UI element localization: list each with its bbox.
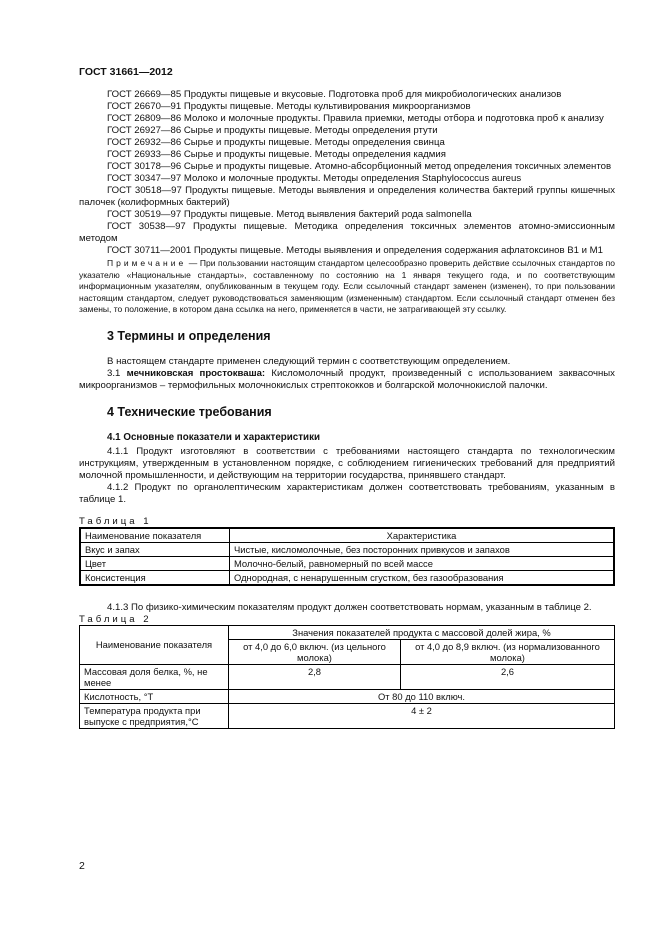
table-header-row: [80, 528, 614, 543]
note-paragraph: [79, 258, 615, 316]
table-cell: Кислотность, °Т: [80, 689, 229, 703]
table-cell: Температура продукта при выпуске с предприятия,°С: [80, 703, 229, 728]
definition-paragraph: [79, 368, 615, 392]
section-3-title: 3 Термины и определения: [107, 328, 271, 343]
table-cell: Массовая доля белка, %, не менее: [80, 664, 229, 689]
paragraph-4-1-3: 4.1.3 По физико-химическим показателям продукт должен соответствовать нормам, указанным в таблице 2.: [107, 601, 592, 613]
table-header-cell: Наименование показателя: [80, 528, 230, 543]
ref-item: ГОСТ 26809—86 Молоко и молочные продукты. Правила приемки, методы отбора и подготовка проб к анализу: [107, 113, 604, 124]
ref-item: ГОСТ 26927—86 Сырье и продукты пищевые. Методы определения ртути: [107, 125, 438, 136]
ref-item: ГОСТ 30519—97 Продукты пищевые. Метод выявления бактерий рода salmonella: [107, 209, 472, 220]
definition-text: Кисломолочный продукт, произведенный с использованием заквасочных микроорганизмов – термофильных молочнокислых стрептококков и болгарской молочнокислой палочки.: [79, 367, 615, 391]
table-cell: Молочно-белый, равномерный по всей массе: [230, 556, 615, 570]
table-1-caption: Таблица 1: [79, 515, 152, 527]
table-header-cell: Характеристика: [230, 528, 615, 543]
note-label: Примечание: [107, 258, 187, 268]
table-cell: 4 ± 2: [229, 703, 615, 728]
table-1: [79, 527, 615, 586]
ref-item: ГОСТ 26932—86 Сырье и продукты пищевые. Методы определения свинца: [107, 137, 445, 148]
definition-term: мечниковская простокваша:: [126, 367, 266, 379]
table-cell: Вкус и запах: [80, 542, 230, 556]
ref-item: ГОСТ 30538—97 Продукты пищевые. Методика определения токсичных элементов атомно-эмиссионным методом: [79, 221, 615, 244]
table-row: [80, 689, 615, 703]
table-cell: Однородная, с ненарушенным сгустком, без газообразования: [230, 570, 615, 585]
paragraph-4-1-2: 4.1.2 Продукт по органолептическим характеристикам должен соответствовать требованиям, указанным в таблице 1.: [79, 481, 615, 505]
table-cell: Чистые, кисломолочные, без посторонних привкусов и запахов: [230, 542, 615, 556]
table-cell: Цвет: [80, 556, 230, 570]
document-content: [79, 89, 615, 729]
table-cell: От 80 до 110 включ.: [229, 689, 615, 703]
table-2: [79, 625, 615, 729]
table-cell: 2,8: [229, 664, 401, 689]
ref-item: ГОСТ 26669—85 Продукты пищевые и вкусовые. Подготовка проб для микробиологических анализов: [107, 89, 562, 100]
section-3-intro: В настоящем стандарте применен следующий термин с соответствующим определением.: [107, 355, 511, 367]
definition-number: 3.1: [107, 367, 121, 379]
ref-item: ГОСТ 30711—2001 Продукты пищевые. Методы выявления и определения содержания афлатоксинов B1 и M1: [107, 245, 603, 256]
note-text: — При пользовании настоящим стандартом целесообразно проверить действие ссылочных стандартов по указателю «Национальные стандарты», составленному по состоянию на 1 января текущего года, и по соответствующим информационным указателям, опубликованным в текущем году. Если ссылочный стандарт заменен (изменен), то при пользовании настоящим стандартом, следует руководствоваться заменяющим (измененным) стандартом. Если ссылочный стандарт отменен без замены, то положение, в котором дана ссылка на него, применяется в части, не затрагивающей эту ссылку.: [79, 258, 615, 315]
table-row: [80, 703, 615, 728]
table-header-cell: от 4,0 до 8,9 включ. (из нормализованного молока): [400, 639, 614, 664]
table-header-cell: от 4,0 до 6,0 включ. (из цельного молока): [229, 639, 401, 664]
table-2-caption: Таблица 2: [79, 613, 152, 625]
table-row: [80, 664, 615, 689]
section-4-title: 4 Технические требования: [107, 404, 272, 419]
ref-item: ГОСТ 30518—97 Продукты пищевые. Методы выявления и определения количества бактерий группы кишечных палочек (колиформных бактерий): [79, 185, 615, 208]
ref-item: ГОСТ 30347—97 Молоко и молочные продукты. Методы определения Staphylococcus aureus: [107, 173, 522, 184]
table-row: [80, 570, 614, 585]
table-cell: Консистенция: [80, 570, 230, 585]
table-cell: 2,6: [400, 664, 614, 689]
page-number: 2: [79, 860, 85, 872]
table-header-cell: Значения показателей продукта с массовой долей жира, %: [229, 625, 615, 639]
ref-item: ГОСТ 26670—91 Продукты пищевые. Методы культивирования микроорганизмов: [107, 101, 471, 112]
table-header-cell: Наименование показателя: [80, 625, 229, 664]
subsection-4-1-title: 4.1 Основные показатели и характеристики: [107, 431, 320, 443]
ref-item: ГОСТ 30178—96 Сырье и продукты пищевые. Атомно-абсорбционный метод определения токсичных элементов: [107, 161, 612, 172]
document-header: ГОСТ 31661—2012: [79, 66, 173, 78]
paragraph-4-1-1: 4.1.1 Продукт изготовляют в соответствии с требованиями настоящего стандарта по технологическим инструкциям, утвержденным в установленном порядке, с соблюдением гигиенических требований для предприятий молочной промышленности, и действующим на территории государства, принявшего стандарт.: [79, 445, 615, 481]
table-row: [80, 556, 614, 570]
ref-item: ГОСТ 26933—86 Сырье и продукты пищевые. Методы определения кадмия: [107, 149, 446, 160]
table-header-row: [80, 625, 615, 639]
table-row: [80, 542, 614, 556]
